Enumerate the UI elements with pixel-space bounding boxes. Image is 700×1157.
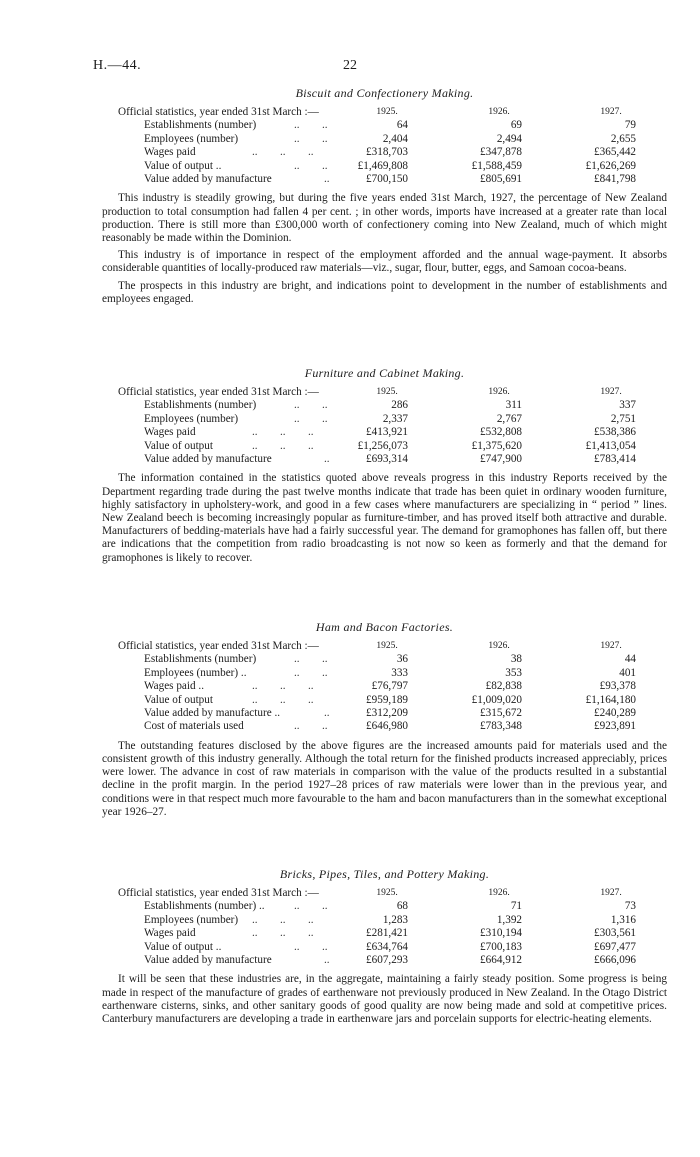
row-label: Establishments (number) xyxy=(144,119,257,132)
value-1926: £783,348 xyxy=(480,720,522,733)
value-1925: £281,421 xyxy=(366,927,408,940)
section-title: Biscuit and Confectionery Making. xyxy=(295,86,474,100)
value-1927: 337 xyxy=(619,399,636,412)
row-label: Establishments (number) xyxy=(144,399,257,412)
value-1926: £347,878 xyxy=(480,146,522,159)
table-row xyxy=(102,954,667,967)
year-header: 1926. xyxy=(488,641,510,651)
row-label: Employees (number) xyxy=(144,913,239,926)
row-label: Employees (number) .. xyxy=(144,666,247,679)
leader-dots: .. .. .. xyxy=(252,146,314,159)
statistics-lead: Official statistics, year ended 31st March :— xyxy=(118,887,319,899)
leader-dots: .. .. .. xyxy=(252,913,314,926)
statistics-lead: Official statistics, year ended 31st March :— xyxy=(118,640,319,652)
value-1925: 36 xyxy=(396,653,408,666)
value-1926: 353 xyxy=(505,666,522,679)
value-1926: 1,392 xyxy=(496,913,522,926)
section-ham-bacon xyxy=(102,620,667,819)
statistics-table xyxy=(102,106,667,186)
leader-dots: .. .. xyxy=(294,900,328,913)
value-1927: 1,316 xyxy=(610,913,636,926)
year-header: 1927. xyxy=(600,888,622,898)
year-header: 1927. xyxy=(600,387,622,397)
table-row xyxy=(102,160,667,173)
value-1927: £666,096 xyxy=(594,953,636,966)
value-1927: £697,477 xyxy=(594,940,636,953)
year-header: 1926. xyxy=(488,888,510,898)
value-1925: 333 xyxy=(391,666,408,679)
section-title: Bricks, Pipes, Tiles, and Pottery Making. xyxy=(279,867,490,881)
section-title: Furniture and Cabinet Making. xyxy=(304,366,465,380)
value-1927: 2,655 xyxy=(610,132,636,145)
value-1925: £318,703 xyxy=(366,146,408,159)
leader-dots: .. .. xyxy=(294,720,328,733)
row-label: Establishments (number) .. xyxy=(144,900,265,913)
table-row xyxy=(102,426,667,439)
value-1927: £1,413,054 xyxy=(585,439,636,452)
table-row xyxy=(102,440,667,453)
table-row xyxy=(102,694,667,707)
value-1925: £607,293 xyxy=(366,953,408,966)
year-header: 1926. xyxy=(488,107,510,117)
body-paragraph: The outstanding features disclosed by the above figures are the increased amounts paid for materials used and the consistent growth of this industry generally. Although the total return for the finished products increased appreciably, prices were lower. The advance in cost of raw materials in comparison with the value of the products resulted in a substantial decline in the profit margin. In the period 1927–28 prices of raw materials were lower than in the previous year, and conditions were in that respect much more favourable to the ham and bacon manufacturers than in the somewhat exceptional year 1926–27. xyxy=(102,739,667,818)
leader-dots: .. xyxy=(324,706,330,719)
statistics-lead: Official statistics, year ended 31st March :— xyxy=(118,386,319,398)
row-label: Value added by manufacture .. xyxy=(144,706,281,719)
value-1927: £240,289 xyxy=(594,706,636,719)
section-bricks-pottery xyxy=(102,867,667,1026)
page-number: 22 xyxy=(343,58,357,73)
value-1927: 44 xyxy=(624,653,636,666)
value-1925: 64 xyxy=(396,119,408,132)
leader-dots: .. .. xyxy=(294,653,328,666)
table-row xyxy=(102,453,667,466)
value-1925: £693,314 xyxy=(366,452,408,465)
row-label: Value of output .. xyxy=(144,159,222,172)
year-header: 1927. xyxy=(600,107,622,117)
row-label: Value added by manufacture xyxy=(144,452,272,465)
body-paragraph: This industry is of importance in respect of the employment afforded and the annual wage-payment. It absorbs considerable quantities of locally-produced raw materials—viz., sugar, flour, butter, eggs, and Samoan cocoa-beans. xyxy=(102,249,667,275)
leader-dots: .. .. xyxy=(294,132,328,145)
table-row xyxy=(102,667,667,680)
table-row xyxy=(102,146,667,159)
value-1926: £664,912 xyxy=(480,953,522,966)
value-1926: 38 xyxy=(510,653,522,666)
table-row xyxy=(102,133,667,146)
table-row xyxy=(102,399,667,412)
table-row xyxy=(102,173,667,186)
value-1927: 2,751 xyxy=(610,412,636,425)
row-label: Employees (number) xyxy=(144,412,239,425)
table-row xyxy=(102,927,667,940)
row-label: Value added by manufacture xyxy=(144,172,272,185)
year-header: 1925. xyxy=(376,107,398,117)
value-1927: £783,414 xyxy=(594,452,636,465)
leader-dots: .. .. xyxy=(294,666,328,679)
value-1925: 68 xyxy=(396,900,408,913)
value-1927: £538,386 xyxy=(594,426,636,439)
leader-dots: .. xyxy=(324,172,330,185)
leader-dots: .. .. .. xyxy=(252,680,314,693)
section-biscuit-confectionery xyxy=(102,86,667,306)
leader-dots: .. .. xyxy=(294,412,328,425)
row-label: Value of output .. xyxy=(144,940,222,953)
value-1927: £93,378 xyxy=(599,680,636,693)
value-1926: £700,183 xyxy=(480,940,522,953)
statistics-lead: Official statistics, year ended 31st March :— xyxy=(118,106,319,118)
value-1925: 2,404 xyxy=(382,132,408,145)
value-1926: £1,375,620 xyxy=(471,439,522,452)
value-1925: £76,797 xyxy=(371,680,408,693)
value-1926: 311 xyxy=(505,399,522,412)
leader-dots: .. .. .. xyxy=(252,439,314,452)
value-1926: £747,900 xyxy=(480,452,522,465)
leader-dots: .. .. .. xyxy=(252,693,314,706)
value-1925: 286 xyxy=(391,399,408,412)
value-1925: 1,283 xyxy=(382,913,408,926)
row-label: Wages paid xyxy=(144,426,196,439)
value-1927: £1,626,269 xyxy=(585,159,636,172)
table-row xyxy=(102,653,667,666)
value-1927: 79 xyxy=(624,119,636,132)
document-reference: H.—44. xyxy=(93,58,142,73)
leader-dots: .. xyxy=(324,452,330,465)
row-label: Value of output xyxy=(144,439,213,452)
year-header: 1927. xyxy=(600,641,622,651)
value-1927: 401 xyxy=(619,666,636,679)
year-header: 1925. xyxy=(376,888,398,898)
body-paragraph: The information contained in the statistics quoted above reveals progress in this industry Reports received by the Department regarding trade during the past twelve months indicate that trade has been quiet in ordinary wooden furniture, highly satisfactory in upholstery-work, and good in a few cases where manufacturers are specializing in “ period ” lines. New Zealand beech is becoming increasingly popular as furniture-timber, and has proved itself both attractive and durable. Manufacturers of bedding-materials have had a fairly successful year. The demand for gramophones has fallen off, but there are indications that the competition from radio broadcasting is not now so keen as formerly and that the demand for gramophones is likely to recover. xyxy=(102,472,667,564)
value-1926: 71 xyxy=(510,900,522,913)
value-1927: £923,891 xyxy=(594,720,636,733)
body-paragraph: The prospects in this industry are bright, and indications point to development in the number of establishments and employees engaged. xyxy=(102,279,667,305)
value-1926: 2,767 xyxy=(496,412,522,425)
value-1925: 2,337 xyxy=(382,412,408,425)
table-row xyxy=(102,707,667,720)
value-1925: £700,150 xyxy=(366,172,408,185)
value-1925: £413,921 xyxy=(366,426,408,439)
body-paragraph: This industry is steadily growing, but during the five years ended 31st March, 1927, the percentage of New Zealand production to total consumption had fallen 4 per cent. ; in other words, imports have increased at a greater rate than local production. There is still more than £300,000 worth of confectionery coming into New Zealand, much of which might reasonably be made within the Dominion. xyxy=(102,192,667,244)
table-row xyxy=(102,413,667,426)
table-row xyxy=(102,914,667,927)
row-label: Cost of materials used xyxy=(144,720,244,733)
value-1926: £82,838 xyxy=(485,680,522,693)
value-1926: £1,588,459 xyxy=(471,159,522,172)
value-1927: £365,442 xyxy=(594,146,636,159)
value-1925: £959,189 xyxy=(366,693,408,706)
row-label: Establishments (number) xyxy=(144,653,257,666)
leader-dots: .. .. .. xyxy=(252,426,314,439)
statistics-table xyxy=(102,640,667,734)
table-row xyxy=(102,119,667,132)
value-1925: £312,209 xyxy=(366,706,408,719)
year-header: 1925. xyxy=(376,387,398,397)
value-1926: £532,808 xyxy=(480,426,522,439)
value-1926: £310,194 xyxy=(480,927,522,940)
value-1926: £805,691 xyxy=(480,172,522,185)
value-1925: £634,764 xyxy=(366,940,408,953)
value-1925: £1,469,808 xyxy=(357,159,408,172)
value-1927: £841,798 xyxy=(594,172,636,185)
table-row xyxy=(102,941,667,954)
leader-dots: .. .. .. xyxy=(252,927,314,940)
table-row xyxy=(102,900,667,913)
body-paragraph: It will be seen that these industries are, in the aggregate, maintaining a fairly steady position. Some progress is being made in respect of the manufacture of grades of earthenware not previously produced in New Zealand. In the Otago District earthenware cisterns, sinks, and other sanitary goods of good quality are now being made and sold at competitive prices. Canterbury manufacturers are developing a trade in earthenware jars and porcelain supports for electric-heating elements. xyxy=(102,973,667,1025)
value-1925: £1,256,073 xyxy=(357,439,408,452)
value-1927: £1,164,180 xyxy=(585,693,636,706)
year-header: 1926. xyxy=(488,387,510,397)
value-1925: £646,980 xyxy=(366,720,408,733)
year-header: 1925. xyxy=(376,641,398,651)
value-1927: 73 xyxy=(624,900,636,913)
leader-dots: .. .. xyxy=(294,119,328,132)
row-label: Wages paid .. xyxy=(144,680,204,693)
leader-dots: .. .. xyxy=(294,399,328,412)
row-label: Value of output xyxy=(144,693,213,706)
statistics-table xyxy=(102,887,667,967)
row-label: Employees (number) xyxy=(144,132,239,145)
value-1926: £315,672 xyxy=(480,706,522,719)
table-row xyxy=(102,680,667,693)
leader-dots: .. .. xyxy=(294,159,328,172)
value-1927: £303,561 xyxy=(594,927,636,940)
leader-dots: .. xyxy=(324,953,330,966)
section-furniture-cabinet xyxy=(102,366,667,565)
row-label: Wages paid xyxy=(144,146,196,159)
statistics-table xyxy=(102,386,667,466)
row-label: Value added by manufacture xyxy=(144,953,272,966)
leader-dots: .. .. xyxy=(294,940,328,953)
row-label: Wages paid xyxy=(144,927,196,940)
table-row xyxy=(102,720,667,733)
value-1926: 69 xyxy=(510,119,522,132)
section-title: Ham and Bacon Factories. xyxy=(315,620,454,634)
value-1926: 2,494 xyxy=(496,132,522,145)
value-1926: £1,009,020 xyxy=(471,693,522,706)
